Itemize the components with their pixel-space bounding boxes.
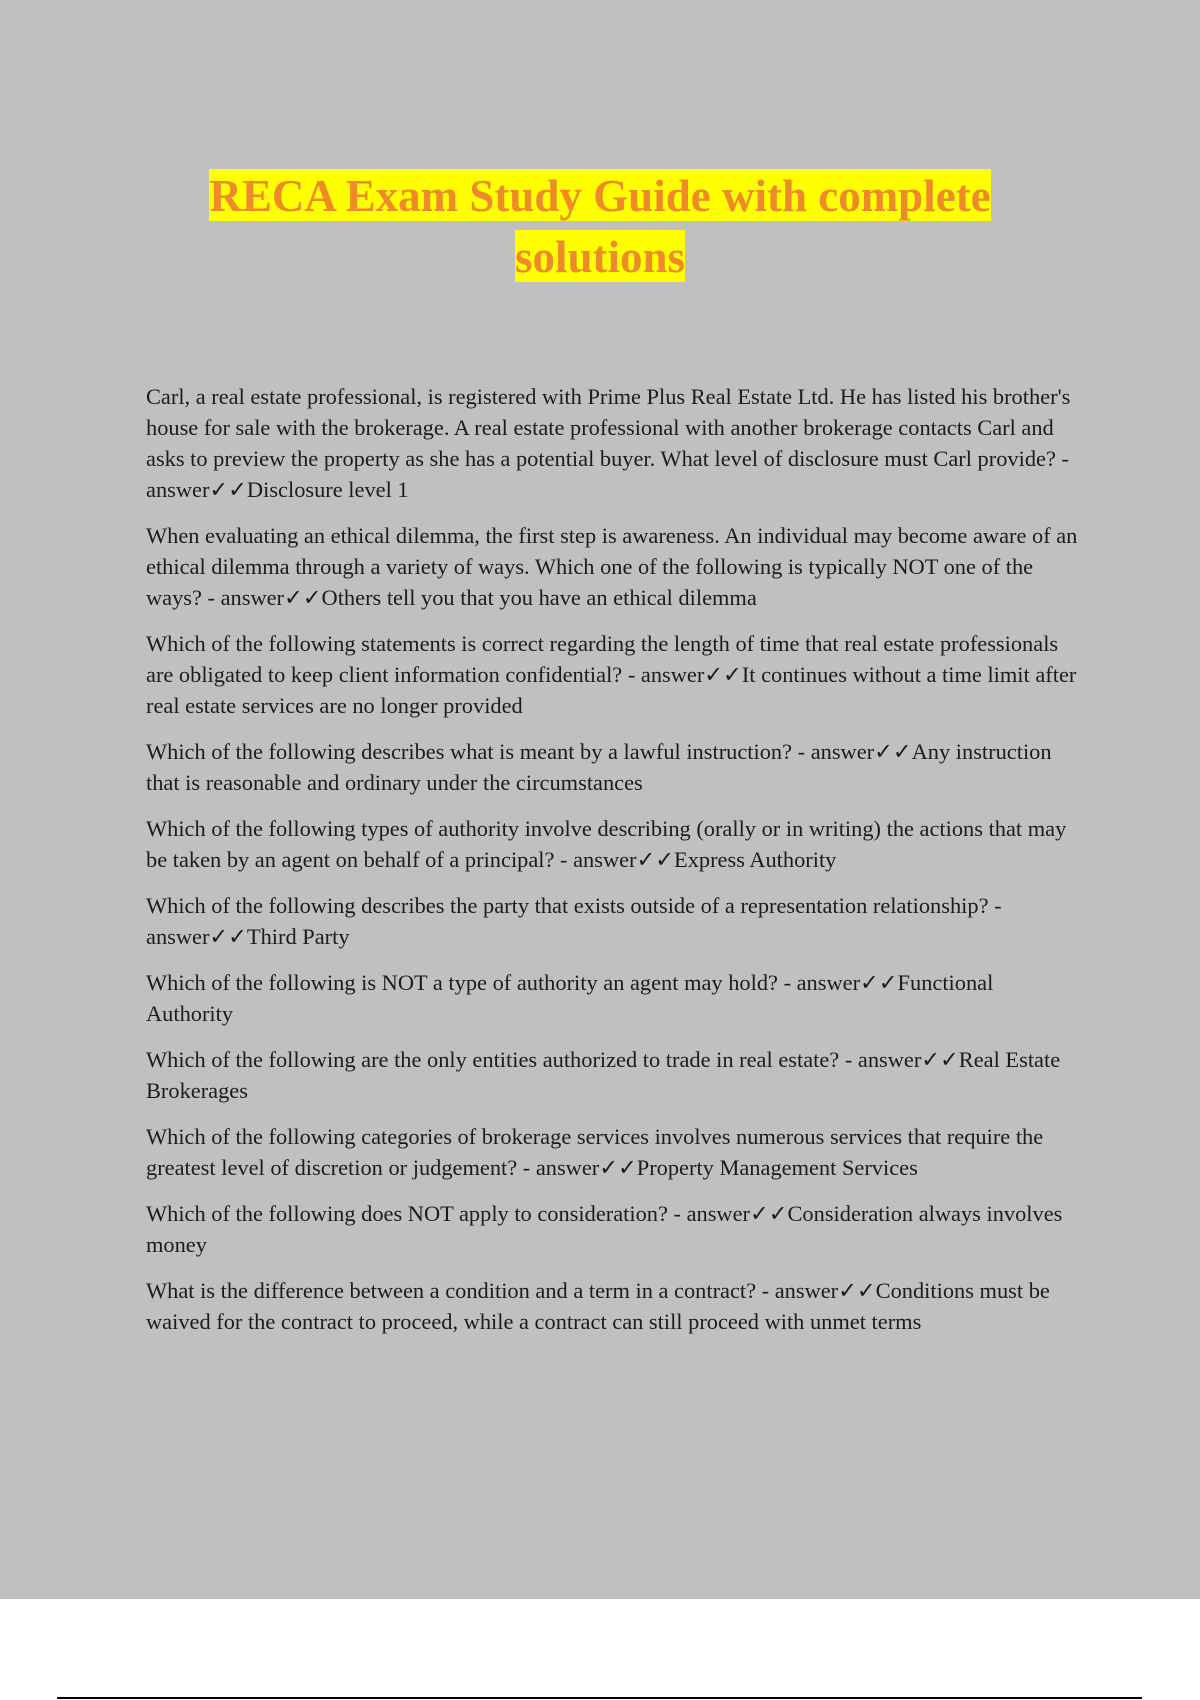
footer-divider xyxy=(57,1697,1142,1699)
question-list xyxy=(146,381,1080,1352)
question-item: Which of the following describes what is meant by a lawful instruction? - answer✓✓Any instruction that is reasonable and ordinary under the circumstances xyxy=(146,739,1052,795)
question-item: Which of the following types of authority involve describing (orally or in writing) the actions that may be taken by an agent on behalf of a principal? - answer✓✓Express Authority xyxy=(146,816,1067,872)
question-item: Which of the following does NOT apply to consideration? - answer✓✓Consideration always involves money xyxy=(146,1201,1063,1257)
question-item: Which of the following are the only entities authorized to trade in real estate? - answer✓✓Real Estate Brokerages xyxy=(146,1047,1061,1103)
question-item: Which of the following is NOT a type of authority an agent may hold? - answer✓✓Functional Authority xyxy=(146,970,994,1026)
question-item: When evaluating an ethical dilemma, the first step is awareness. An individual may become aware of an ethical dilemma through a variety of ways. Which one of the following is typically NOT one of the ways? - answer✓✓Others tell you that you have an ethical dilemma xyxy=(146,523,1078,610)
question-item: Which of the following describes the party that exists outside of a representation relationship? - answer✓✓Third Party xyxy=(146,893,1002,949)
question-item: What is the difference between a condition and a term in a contract? - answer✓✓Conditions must be waived for the contract to proceed, while a contract can still proceed with unmet terms xyxy=(146,1278,1050,1334)
document-title: RECA Exam Study Guide with complete solutions xyxy=(209,171,991,282)
question-item: Which of the following categories of brokerage services involves numerous services that require the greatest level of discretion or judgement? - answer✓✓Property Management Services xyxy=(146,1124,1044,1180)
question-item: Which of the following statements is correct regarding the length of time that real estate professionals are obligated to keep client information confidential? - answer✓✓It continues without a time limit after real estate services are no longer provided xyxy=(146,631,1077,718)
title-block xyxy=(0,166,1200,288)
question-item: Carl, a real estate professional, is registered with Prime Plus Real Estate Ltd. He has listed his brother's house for sale with the brokerage. A real estate professional with another brokerage contacts Carl and asks to preview the property as she has a potential buyer. What level of disclosure must Carl provide? - answer✓✓Disclosure level 1 xyxy=(146,384,1071,502)
